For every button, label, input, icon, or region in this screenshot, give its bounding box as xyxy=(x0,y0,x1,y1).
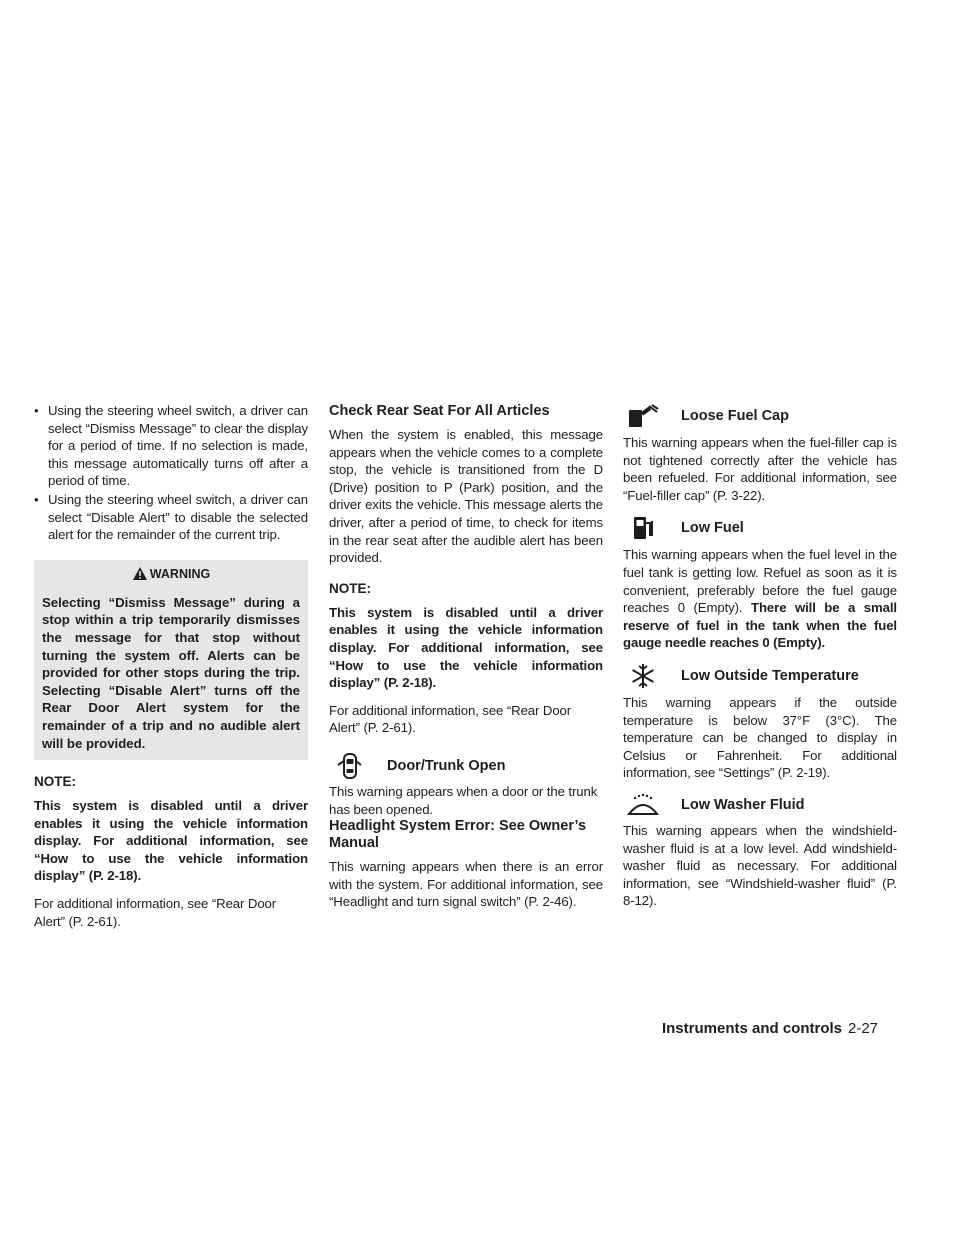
door-open-icon xyxy=(334,751,364,781)
fuel-cap-heading xyxy=(623,402,897,430)
low-fuel-heading xyxy=(623,514,897,542)
note-text: This system is disabled until a driver enables it using the vehicle information display. For additional information, see “How to use the vehicle information display” (P. 2-18). xyxy=(329,604,603,691)
washer-fluid-icon xyxy=(626,792,660,818)
reference-text: For additional information, see “Rear Door Alert” (P. 2-61). xyxy=(329,702,572,736)
body-paragraph: When the system is enabled, this message appears when the vehicle comes to a complete stop, the vehicle is transitioned from the D (Drive) position to P (Park) position, and the driver exits the vehicle. This message alerts the driver, after a period of time, to check for items in the rear seat after the audible alert has been provided. xyxy=(329,427,603,566)
warning-header: WARNING xyxy=(42,564,300,584)
footer-section-title: Instruments and controls xyxy=(661,1020,842,1037)
warning-text: Selecting “Dismiss Message” during a stop within a trip temporarily dismisses the message for that stop without turning the system off. Alerts can be provided for other stops during the trip. Selecting “Disable Alert” turns off the Rear Door Alert system for the remainder of a trip and no audible alert will be provided. xyxy=(42,594,300,751)
bullet-list xyxy=(34,402,308,544)
list-item: • Using the steering wheel switch, a driver can select “Dismiss Message” to clear the display for a period of time. If no selection is made, this message automatically turns off after a period of time. xyxy=(34,403,308,489)
washer-heading xyxy=(623,792,897,818)
fuel-cap-icon xyxy=(626,402,660,430)
low-temp-text: This warning appears if the outside temperature is below 37°F (3°C). The temperature can be changed to display in Celsius or Fahrenheit. For additional information, see “Settings” (P. 2-19). xyxy=(623,694,897,781)
fuel-cap-text: This warning appears when the fuel-filler cap is not tightened correctly after the vehicle has been refueled. For additional information, see “Fuel-filler cap” (P. 3-22). xyxy=(623,435,897,503)
page-number: 2-27 xyxy=(848,1020,879,1037)
reference-text: For additional information, see “Rear Door Alert” (P. 2-61). xyxy=(34,896,277,929)
low-fuel-text: This warning appears when the fuel level in the fuel tank is getting low. Refuel as soon as it is convenient, preferably before the fuel gauge reaches 0 (Empty). There will be a small reserve of fuel in the tank when the fuel gauge needle reaches 0 (Empty). xyxy=(623,547,897,651)
headlight-text: This warning appears when there is an error with the system. For additional information, see “Headlight and turn signal switch” (P. 2-46). xyxy=(329,859,603,910)
warning-box xyxy=(34,560,308,760)
column-left xyxy=(34,402,308,930)
washer-title: Low Washer Fluid xyxy=(681,796,805,813)
note-title: NOTE: xyxy=(329,580,371,596)
warning-triangle-icon xyxy=(132,566,148,581)
list-item: • Using the steering wheel switch, a driver can select “Disable Alert” to disable the selected alert for the remainder of the current trip. xyxy=(34,491,308,543)
low-temp-heading xyxy=(623,662,897,690)
washer-text: This warning appears when the windshield-washer fluid is at a low level. Add windshield-washer fluid as necessary. For additional information, see “Windshield-washer fluid” (P. 8-12). xyxy=(623,822,897,909)
fuel-pump-icon xyxy=(631,514,655,542)
snowflake-icon xyxy=(629,662,657,690)
page-footer xyxy=(0,1019,960,1041)
headlight-heading: Headlight System Error: See Owner’s Manual xyxy=(329,818,587,852)
note-text: This system is disabled until a driver enables it using the vehicle information display. For additional information, see “How to use the vehicle information display” (P. 2-18). xyxy=(34,798,308,884)
door-trunk-text: This warning appears when a door or the trunk has been opened. xyxy=(329,783,598,817)
column-right xyxy=(623,402,897,910)
low-temp-title: Low Outside Temperature xyxy=(681,667,859,684)
door-trunk-heading xyxy=(329,751,603,781)
door-trunk-title: Door/Trunk Open xyxy=(387,757,506,774)
fuel-cap-title: Loose Fuel Cap xyxy=(681,408,789,424)
column-middle xyxy=(329,402,603,911)
note-title: NOTE: xyxy=(34,774,76,790)
section-heading: Check Rear Seat For All Articles xyxy=(329,403,550,419)
low-fuel-title: Low Fuel xyxy=(681,520,744,537)
